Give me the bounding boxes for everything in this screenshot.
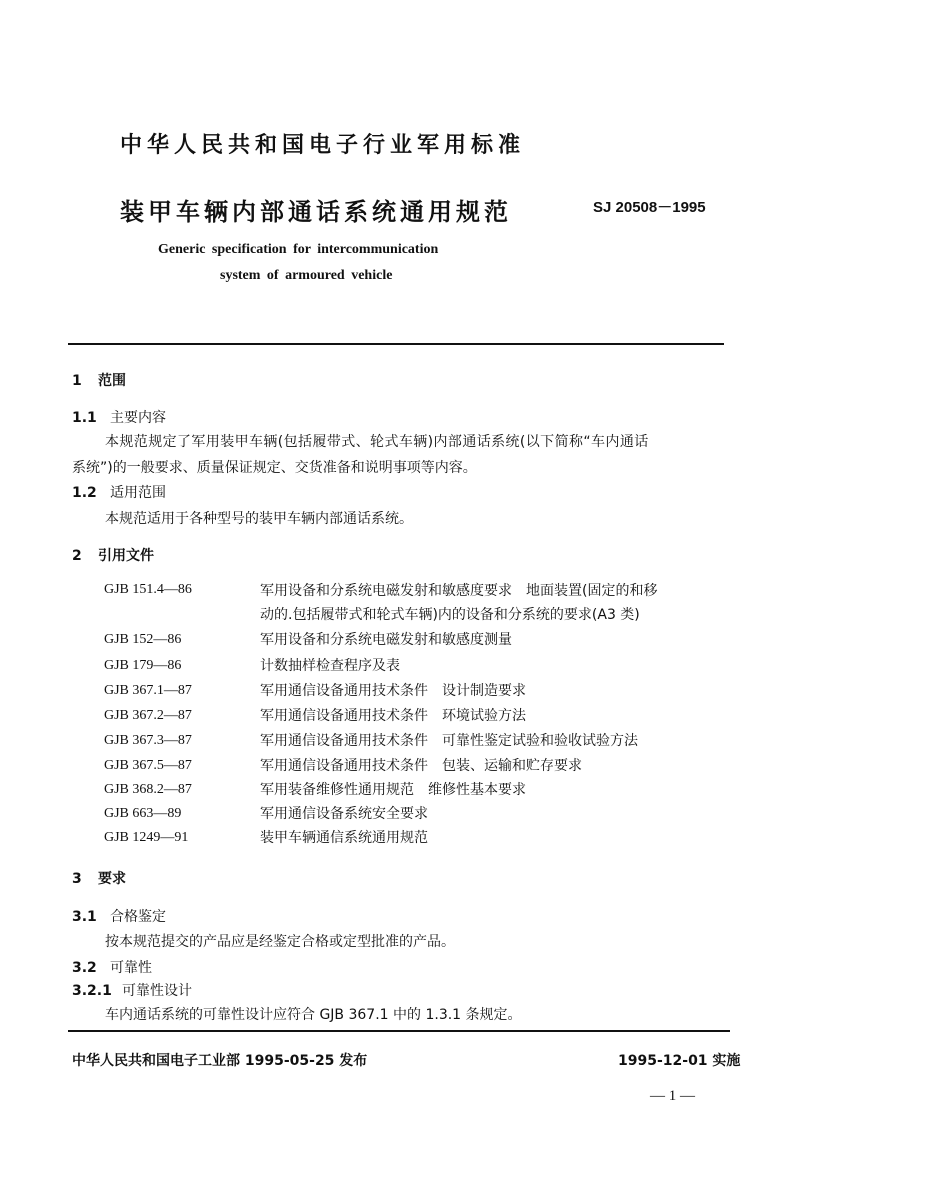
reference-code: GJB 367.3—87 [104, 733, 192, 748]
effective-date: 1995-12-01 实施 [618, 1053, 741, 1069]
reference-title: 装甲车辆通信系统通用规范 [260, 830, 428, 846]
subsection-title: 可靠性 [110, 960, 152, 976]
paragraph-line: 按本规范提交的产品应是经鉴定合格或定型批准的产品。 [105, 934, 455, 950]
reference-code: GJB 1249—91 [104, 830, 189, 845]
subsection-title: 主要内容 [110, 410, 166, 426]
section-number: 2 [72, 548, 82, 564]
paragraph-line: 本规范适用于各种型号的装甲车辆内部通话系统。 [105, 511, 413, 527]
paragraph-line: 本规范规定了军用装甲车辆(包括履带式、轮式车辆)内部通话系统(以下简称“车内通话 [105, 434, 649, 450]
reference-title: 军用装备维修性通用规范 维修性基本要求 [260, 782, 526, 798]
subsection-number: 3.2 [72, 960, 97, 976]
section-title: 范围 [98, 373, 126, 389]
subsection-number: 1.1 [72, 410, 97, 426]
subsection-title: 适用范围 [110, 485, 166, 501]
section-number: 1 [72, 373, 82, 389]
reference-title: 军用设备和分系统电磁发射和敏感度要求 地面装置(固定的和移 [260, 583, 658, 599]
section-3-2-heading [72, 957, 152, 977]
reference-title: 军用通信设备通用技术条件 设计制造要求 [260, 683, 526, 699]
page-number: — 1 — [650, 1088, 695, 1104]
section-1-1-heading [72, 407, 166, 427]
section-title: 引用文件 [98, 548, 154, 564]
footer-divider [68, 1030, 730, 1032]
reference-title: 军用设备和分系统电磁发射和敏感度测量 [260, 632, 512, 648]
reference-title: 军用通信设备通用技术条件 环境试验方法 [260, 708, 526, 724]
subsection-number: 1.2 [72, 485, 97, 501]
reference-code: GJB 367.5—87 [104, 758, 192, 773]
reference-title: 军用通信设备通用技术条件 可靠性鉴定试验和验收试验方法 [260, 733, 638, 749]
reference-title: 军用通信设备系统安全要求 [260, 806, 428, 822]
reference-code: GJB 663—89 [104, 806, 182, 821]
subsection-number: 3.1 [72, 909, 97, 925]
section-3-2-1-heading [72, 980, 192, 1000]
issue-info: 中华人民共和国电子工业部 1995-05-25 发布 [72, 1053, 368, 1069]
reference-title: 计数抽样检查程序及表 [260, 658, 400, 674]
section-3-heading [72, 868, 126, 888]
reference-code: GJB 368.2—87 [104, 782, 192, 797]
reference-code: GJB 367.2—87 [104, 708, 192, 723]
reference-title-continued: 动的.包括履带式和轮式车辆)内的设备和分系统的要求(A3 类) [260, 607, 640, 623]
header-divider [68, 343, 724, 345]
paragraph-line: 车内通话系统的可靠性设计应符合 GJB 367.1 中的 1.3.1 条规定。 [105, 1007, 522, 1023]
section-3-1-heading [72, 906, 166, 926]
reference-code: GJB 152—86 [104, 632, 182, 647]
section-2-heading [72, 545, 154, 565]
section-1-2-heading [72, 482, 166, 502]
section-number: 3 [72, 871, 82, 887]
reference-code: GJB 367.1—87 [104, 683, 192, 698]
reference-title: 军用通信设备通用技术条件 包装、运输和贮存要求 [260, 758, 582, 774]
reference-code: GJB 151.4—86 [104, 582, 192, 597]
reference-code: GJB 179—86 [104, 658, 182, 673]
subsection-title: 合格鉴定 [110, 909, 166, 925]
section-title: 要求 [98, 871, 126, 887]
subsection-title: 可靠性设计 [122, 983, 192, 999]
paragraph-line: 系统”)的一般要求、质量保证规定、交货准备和说明事项等内容。 [72, 460, 477, 476]
section-1-heading [72, 370, 126, 390]
english-title-line-1: Generic specification for intercommunication [158, 242, 439, 257]
english-title-line-2: system of armoured vehicle [220, 268, 393, 283]
standard-type-heading: 中华人民共和国电子行业军用标准 [120, 133, 526, 158]
standard-code: SJ 20508－1995 [593, 199, 706, 216]
document-title: 装甲车辆内部通话系统通用规范 [120, 198, 512, 226]
subsection-number: 3.2.1 [72, 983, 112, 999]
